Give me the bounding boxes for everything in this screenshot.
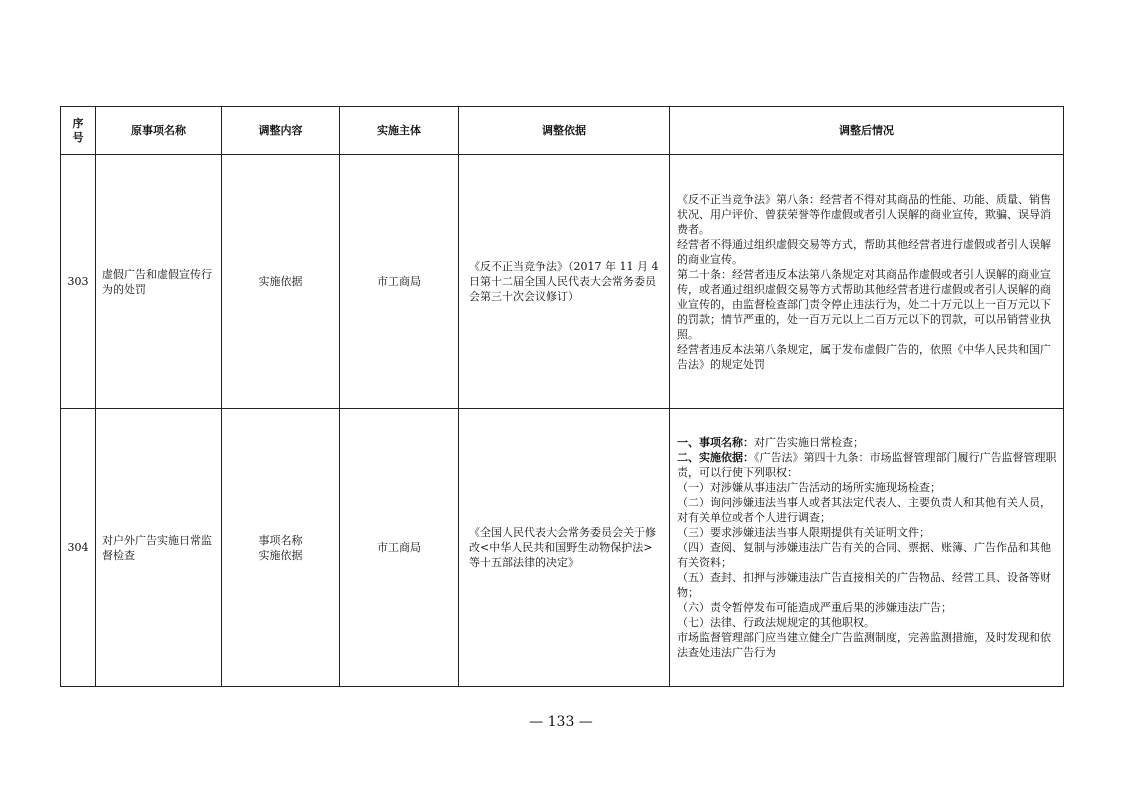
status-lead-label: 二、实施依据：	[677, 451, 754, 464]
row-adjust-basis: 《全国人民代表大会常务委员会关于修改<中华人民共和国野生动物保护法>等十五部法律的决定》	[459, 409, 670, 687]
row-item-name: 虚假广告和虚假宣传行为的处罚	[96, 155, 222, 409]
status-paragraph: 市场监督管理部门应当建立健全广告监测制度，完善监测措施，及时发现和依法查处违法广告行为	[677, 631, 1051, 659]
status-paragraph: 经营者不得通过组织虚假交易等方式，帮助其他经营者进行虚假或者引人误解的商业宣传。	[677, 237, 1051, 266]
status-paragraph: （七）法律、行政法规规定的其他职权。	[677, 616, 875, 629]
adjust-item: 实施依据	[258, 275, 303, 288]
table-row	[61, 409, 1064, 687]
status-paragraph: （四）查阅、复制与涉嫌违法广告有关的合同、票据、账簿、广告作品和其他有关资料；	[677, 541, 1051, 569]
status-paragraph: 第二十条：经营者违反本法第八条规定对其商品作虚假或者引人误解的商业宣传，或者通过组织虚假交易等方式帮助其他经营者进行虚假或者引人误解的商业宣传的，由监督检查部门责令停止违法行为，处二十万元以上一百万元以下的罚款；情节严重的，处一百万元以上二百万元以下的罚款，可以吊销营业执照。	[677, 267, 1051, 341]
row-serial: 303	[61, 155, 96, 409]
row-adjust-basis: 《反不正当竞争法》（2017 年 11 月 4 日第十二届全国人民代表大会常务委员会第三十次会议修订）	[459, 155, 670, 409]
header-item-name: 原事项名称	[96, 107, 222, 155]
header-adjust-basis: 调整依据	[459, 107, 670, 155]
regulation-table	[60, 106, 1064, 687]
table-header-row	[61, 107, 1064, 155]
row-implementing-body: 市工商局	[340, 155, 459, 409]
status-paragraph: （一）对涉嫌从事违法广告活动的场所实施现场检查；	[677, 481, 941, 494]
row-item-name: 对户外广告实施日常监督检查	[96, 409, 222, 687]
header-implementing-body: 实施主体	[340, 107, 459, 155]
row-serial: 304	[61, 409, 96, 687]
status-lead-text: 《广告法》第四十九条：市场监督管理部门履行广告监督管理职责，可以行使下列职权：	[677, 451, 1057, 479]
row-adjust-content	[222, 409, 340, 687]
row-adjusted-status	[670, 155, 1064, 409]
status-intro-line	[677, 435, 1057, 450]
status-paragraph: （二）询问涉嫌违法当事人或者其法定代表人、主要负责人和其他有关人员，对有关单位或者个人进行调查；	[677, 496, 1051, 524]
header-serial: 序号	[61, 107, 96, 155]
status-paragraph: 《反不正当竞争法》第八条：经营者不得对其商品的性能、功能、质量、销售状况、用户评价、曾获荣誉等作虚假或者引人误解的商业宣传，欺骗、误导消费者。	[677, 192, 1051, 236]
status-lead-text: 对广告实施日常检查；	[754, 436, 864, 449]
header-adjust-content: 调整内容	[222, 107, 340, 155]
row-adjust-content	[222, 155, 340, 409]
status-paragraph: （五）查封、扣押与涉嫌违法广告直接相关的广告物品、经营工具、设备等财物；	[677, 571, 1051, 599]
status-paragraph: （六）责令暂停发布可能造成严重后果的涉嫌违法广告；	[677, 601, 952, 614]
row-adjusted-status	[670, 409, 1064, 687]
table-row	[61, 155, 1064, 409]
adjust-item: 事项名称	[258, 533, 303, 547]
header-adjusted-status: 调整后情况	[670, 107, 1064, 155]
status-intro-line	[677, 450, 1057, 480]
page-number: — 133 —	[529, 714, 593, 730]
status-paragraph: （三）要求涉嫌违法当事人限期提供有关证明文件；	[677, 526, 930, 539]
status-lead-label: 一、事项名称：	[677, 436, 754, 449]
status-paragraph: 经营者违反本法第八条规定，属于发布虚假广告的，依照《中华人民共和国广告法》的规定处罚	[677, 342, 1051, 371]
row-implementing-body: 市工商局	[340, 409, 459, 687]
adjust-item: 实施依据	[258, 548, 303, 562]
